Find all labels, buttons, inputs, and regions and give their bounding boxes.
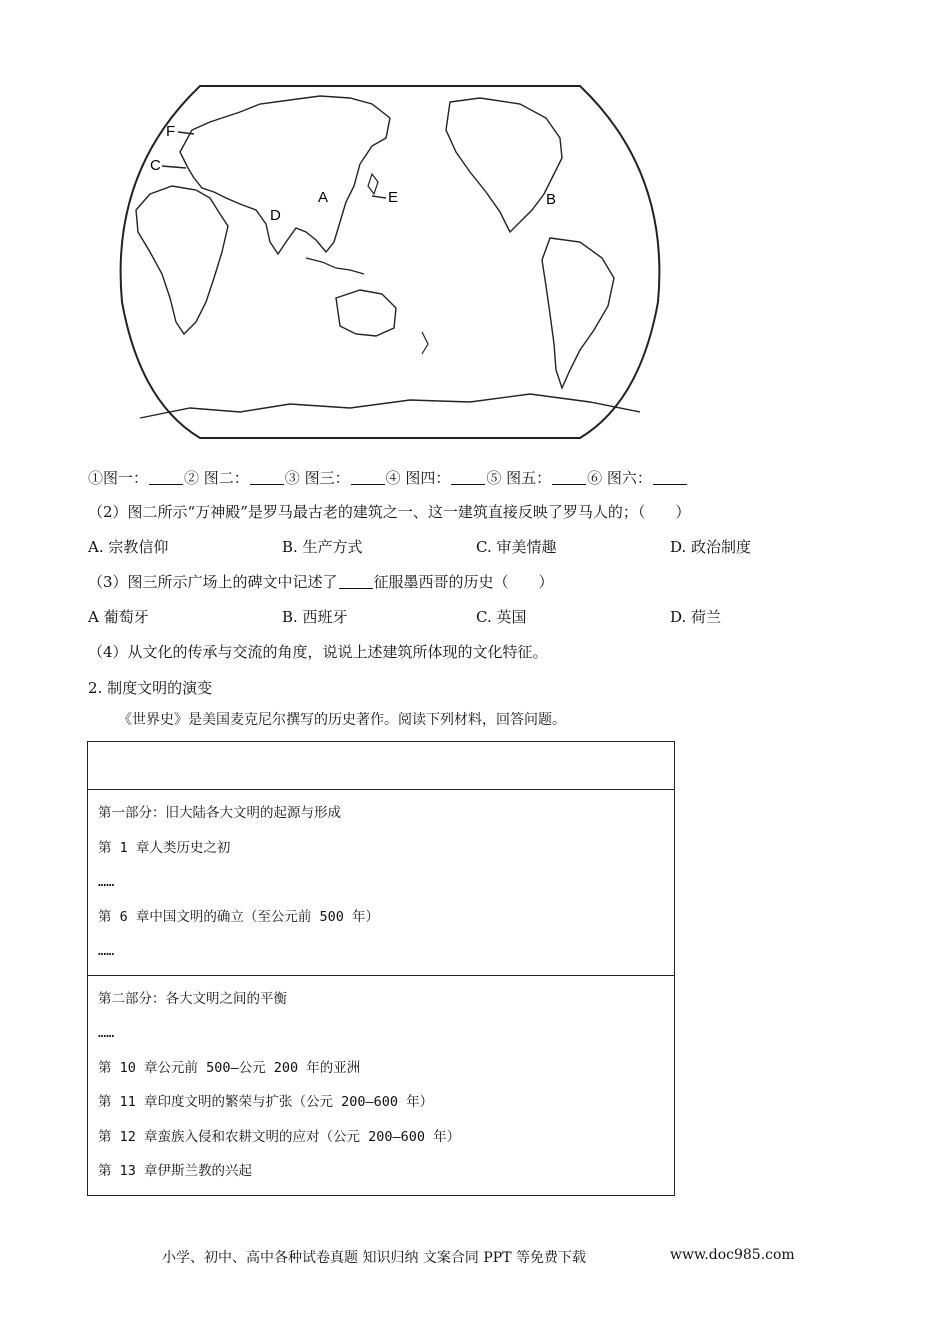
q3-blank[interactable] — [339, 573, 373, 589]
question-4: （4）从文化的传承与交流的角度，说说上述建筑所体现的文化特征。 — [88, 643, 548, 661]
landmass-africa — [136, 186, 228, 334]
table-of-contents — [87, 741, 675, 1196]
world-map — [110, 82, 670, 444]
map-label-b: B — [546, 191, 557, 208]
landmass-eurasia — [180, 96, 390, 254]
arrow-c — [162, 166, 186, 168]
part-2-cell — [88, 975, 675, 1195]
part-2-item: …… — [98, 1025, 115, 1041]
answer-blank-5[interactable] — [552, 469, 586, 485]
q2-option-a: A. 宗教信仰 — [88, 538, 169, 556]
table-header-row — [88, 742, 675, 790]
part-1-row — [88, 790, 675, 976]
empty-header-cell — [88, 742, 675, 790]
part-2-item: 第 10 章公元前 500–公元 200 年的亚洲 — [98, 1059, 361, 1076]
question-3: （3）图三所示广场上的碑文中记述了 征服墨西哥的历史（ ） — [88, 573, 554, 591]
part-1-item: 第 1 章人类历史之初 — [98, 839, 231, 856]
footer-url[interactable]: www.doc985.com — [670, 1247, 795, 1263]
part-2-item: 第 13 章伊斯兰教的兴起 — [98, 1163, 253, 1179]
landmass-australia — [336, 290, 396, 336]
part-1-item: 第 6 章中国文明的确立（至公元前 500 年） — [98, 908, 380, 925]
part-2-item: 第 12 章蛮族入侵和农耕文明的应对（公元 200–600 年） — [98, 1128, 461, 1145]
map-label-d: D — [270, 207, 281, 224]
arrow-e — [372, 196, 386, 198]
q2-option-d: D. 政治制度 — [670, 538, 752, 556]
map-label-c: C — [150, 157, 161, 174]
landmass-indonesia — [306, 258, 364, 274]
question-2: （2）图二所示“万神殿”是罗马最古老的建筑之一、这一建筑直接反映了罗马人的；（ ） — [88, 503, 691, 521]
part-2-item: 第 11 章印度文明的繁荣与扩张（公元 200–600 年） — [98, 1094, 434, 1110]
part-1-cell — [88, 790, 675, 976]
landmass-antarctica — [140, 394, 640, 418]
answer-blank-6[interactable] — [653, 469, 687, 485]
map-label-a: A — [318, 189, 329, 206]
q2-option-b: B. 生产方式 — [282, 538, 363, 556]
landmass-north-america — [446, 98, 562, 232]
map-label-e: E — [388, 189, 399, 206]
footer-text: 小学、初中、高中各种试卷真题 知识归纳 文案合同 PPT 等免费下载 — [162, 1250, 586, 1266]
q3-option-d: D. 荷兰 — [670, 608, 722, 626]
map-label-f: F — [166, 123, 176, 140]
part-1-item: …… — [98, 874, 115, 890]
map-outline — [121, 86, 660, 438]
q2-option-c: C. 审美情趣 — [476, 538, 557, 556]
landmass-new-zealand — [422, 332, 428, 354]
q3-option-a: A 葡萄牙 — [88, 608, 149, 626]
section-2-intro: 《世界史》是美国麦克尼尔撰写的历史著作。阅读下列材料，回答问题。 — [118, 712, 566, 728]
landmass-south-america — [542, 238, 614, 388]
q3-option-c: C. 英国 — [476, 608, 527, 626]
answer-blank-4[interactable] — [451, 469, 485, 485]
part-1-title: 第一部分：旧大陆各大文明的起源与形成 — [98, 805, 341, 821]
answer-blank-1[interactable] — [149, 469, 183, 485]
answer-blank-3[interactable] — [351, 469, 385, 485]
part-2-row — [88, 975, 675, 1195]
q3-option-b: B. 西班牙 — [282, 608, 348, 626]
section-2-title: 2. 制度文明的演变 — [88, 679, 213, 697]
arrow-f — [178, 132, 194, 134]
part-2-title: 第二部分：各大文明之间的平衡 — [98, 990, 287, 1007]
part-1-item: …… — [98, 943, 115, 959]
answer-blank-2[interactable] — [250, 469, 284, 485]
q1-answer-line: ①图一： ② 图二： ③ 图三： ④ 图四： ⑤ 图五： ⑥ 图六： — [88, 467, 688, 488]
landmass-japan — [368, 174, 378, 194]
